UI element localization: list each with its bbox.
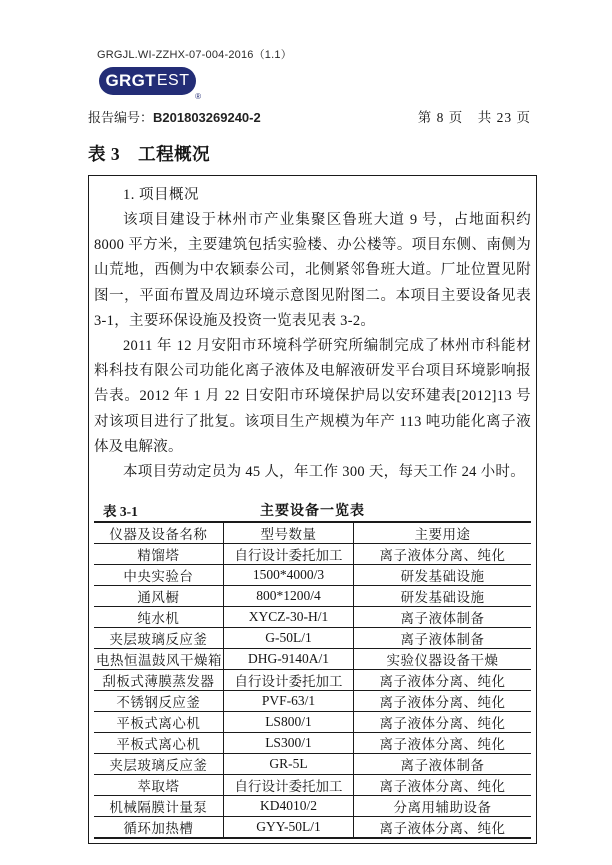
document-code: GRGJL.WI-ZZHX-07-004-2016（1.1） bbox=[97, 49, 292, 61]
model-quantity-cell: G-50L/1 bbox=[223, 628, 353, 649]
table-row bbox=[94, 565, 531, 586]
column-header-2: 主要用途 bbox=[354, 522, 531, 544]
usage-cell: 离子液体制备 bbox=[354, 628, 531, 649]
usage-cell: 离子液体分离、纯化 bbox=[354, 670, 531, 691]
table-row bbox=[94, 775, 531, 796]
equipment-name-cell: 纯水机 bbox=[94, 607, 223, 628]
usage-cell: 离子液体分离、纯化 bbox=[354, 691, 531, 712]
paragraph-approval-history: 2011 年 12 月安阳市环境科学研究所编制完成了林州市科能材料科技有限公司功能化离子液体及电解液研发平台项目环境影响报告表。2012 年 1 月 22 日安阳市环境保护局以安环建表[2012]13 号对该项目进行了批复。该项目生产规模为年产 113 吨功能化离子液体及电解液。 bbox=[94, 338, 531, 455]
logo-text-light: EST bbox=[156, 72, 190, 89]
model-quantity-cell: GR-5L bbox=[223, 754, 353, 775]
table-caption bbox=[94, 500, 531, 521]
content-box bbox=[88, 175, 537, 844]
equipment-name-cell: 平板式离心机 bbox=[94, 712, 223, 733]
model-quantity-cell: 自行设计委托加工 bbox=[223, 544, 353, 565]
table-row bbox=[94, 817, 531, 839]
equipment-name-cell: 夹层玻璃反应釜 bbox=[94, 628, 223, 649]
logo-text-bold: GRGT bbox=[105, 71, 156, 90]
usage-cell: 实验仪器设备干燥 bbox=[354, 649, 531, 670]
table-caption-title: 主要设备一览表 bbox=[260, 504, 365, 520]
model-quantity-cell: LS300/1 bbox=[223, 733, 353, 754]
table-row bbox=[94, 796, 531, 817]
report-number-value: B201803269240-2 bbox=[153, 110, 261, 125]
usage-cell: 分离用辅助设备 bbox=[354, 796, 531, 817]
model-quantity-cell: GYY-50L/1 bbox=[223, 817, 353, 839]
table-caption-label: 表 3-1 bbox=[103, 504, 138, 520]
section-heading: 1. 项目概况 bbox=[123, 187, 199, 203]
usage-cell: 离子液体分离、纯化 bbox=[354, 544, 531, 565]
equipment-name-cell: 不锈钢反应釜 bbox=[94, 691, 223, 712]
table-row bbox=[94, 670, 531, 691]
table-row bbox=[94, 586, 531, 607]
table-row bbox=[94, 712, 531, 733]
report-number-group bbox=[88, 107, 261, 126]
equipment-name-cell: 萃取塔 bbox=[94, 775, 223, 796]
equipment-name-cell: 平板式离心机 bbox=[94, 733, 223, 754]
equipment-name-cell: 中央实验台 bbox=[94, 565, 223, 586]
equipment-name-cell: 夹层玻璃反应釜 bbox=[94, 754, 223, 775]
table-row bbox=[94, 691, 531, 712]
page-indicator: 第 8 页 共 23 页 bbox=[417, 110, 531, 125]
model-quantity-cell: DHG-9140A/1 bbox=[223, 649, 353, 670]
equipment-name-cell: 机械隔膜计量泵 bbox=[94, 796, 223, 817]
equipment-name-cell: 精馏塔 bbox=[94, 544, 223, 565]
table-row bbox=[94, 628, 531, 649]
model-quantity-cell: KD4010/2 bbox=[223, 796, 353, 817]
registered-trademark-icon: ® bbox=[195, 92, 201, 101]
report-meta-row bbox=[88, 106, 537, 126]
report-number-label: 报告编号： bbox=[88, 110, 154, 125]
equipment-name-cell: 刮板式薄膜蒸发器 bbox=[94, 670, 223, 691]
model-quantity-cell: 1500*4000/3 bbox=[223, 565, 353, 586]
usage-cell: 离子液体分离、纯化 bbox=[354, 775, 531, 796]
column-header-1: 型号数量 bbox=[223, 522, 353, 544]
equipment-table-body bbox=[94, 544, 531, 839]
equipment-name-cell: 循环加热槽 bbox=[94, 817, 223, 839]
model-quantity-cell: XYCZ-30-H/1 bbox=[223, 607, 353, 628]
usage-cell: 研发基础设施 bbox=[354, 565, 531, 586]
grgtest-logo bbox=[99, 67, 203, 101]
model-quantity-cell: 800*1200/4 bbox=[223, 586, 353, 607]
equipment-table bbox=[94, 521, 531, 839]
table-row bbox=[94, 754, 531, 775]
usage-cell: 离子液体分离、纯化 bbox=[354, 712, 531, 733]
page-title: 表 3 工程概况 bbox=[88, 144, 211, 164]
table-row bbox=[94, 544, 531, 565]
grgtest-logo-pill bbox=[99, 67, 196, 95]
equipment-name-cell: 通风橱 bbox=[94, 586, 223, 607]
table-row bbox=[94, 607, 531, 628]
usage-cell: 离子液体制备 bbox=[354, 607, 531, 628]
model-quantity-cell: 自行设计委托加工 bbox=[223, 670, 353, 691]
equipment-name-cell: 电热恒温鼓风干燥箱 bbox=[94, 649, 223, 670]
model-quantity-cell: LS800/1 bbox=[223, 712, 353, 733]
usage-cell: 离子液体分离、纯化 bbox=[354, 817, 531, 839]
usage-cell: 离子液体分离、纯化 bbox=[354, 733, 531, 754]
usage-cell: 离子液体制备 bbox=[354, 754, 531, 775]
usage-cell: 研发基础设施 bbox=[354, 586, 531, 607]
paragraph-project-location: 该项目建设于林州市产业集聚区鲁班大道 9 号，占地面积约 8000 平方米，主要建筑包括实验楼、办公楼等。项目东侧、南侧为山荒地，西侧为中农颖泰公司，北侧紧邻鲁班大道。厂址位置见附图一，平面布置及周边环境示意图见附图二。本项目主要设备见表 3-1，主要环保设施及投资一览表见表 3-2。 bbox=[94, 212, 531, 329]
table-row bbox=[94, 649, 531, 670]
model-quantity-cell: PVF-63/1 bbox=[223, 691, 353, 712]
table-row bbox=[94, 733, 531, 754]
paragraph-staffing: 本项目劳动定员为 45 人，年工作 300 天，每天工作 24 小时。 bbox=[123, 464, 525, 481]
model-quantity-cell: 自行设计委托加工 bbox=[223, 775, 353, 796]
equipment-table-header-row bbox=[94, 522, 531, 544]
column-header-0: 仪器及设备名称 bbox=[94, 522, 223, 544]
